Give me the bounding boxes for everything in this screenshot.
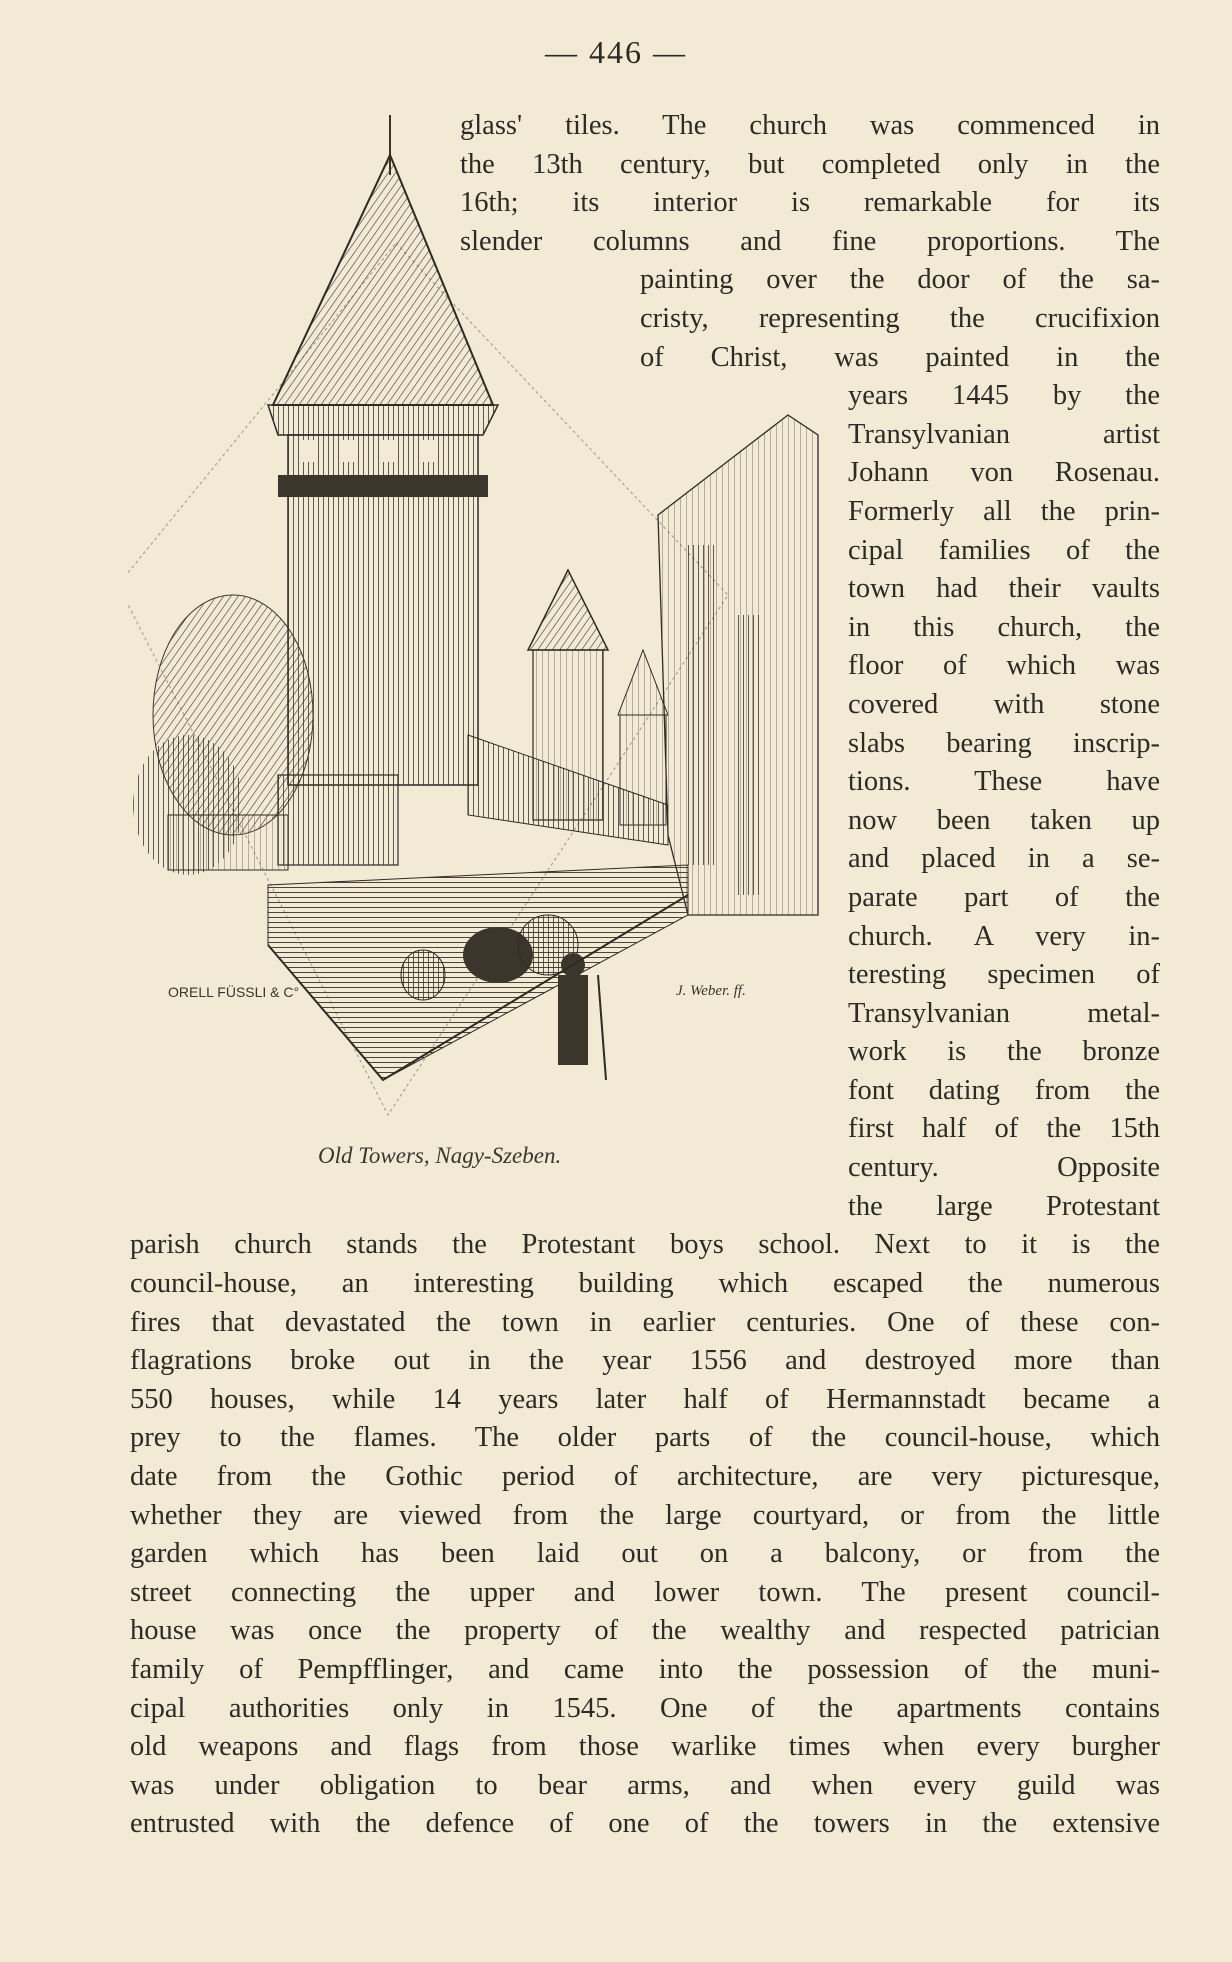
- text-line: cristy, representing the crucifixion: [640, 302, 1160, 334]
- text-line: Johann von Rosenau.: [848, 457, 1160, 489]
- text-line: Formerly all the prin-: [848, 495, 1160, 527]
- text-line: cipal families of the: [848, 534, 1160, 566]
- text-line: family of Pempfflinger, and came into the possession of the muni-: [130, 1653, 1160, 1685]
- text-line: now been taken up: [848, 804, 1160, 836]
- text-line: the 13th century, but completed only in the: [460, 148, 1160, 180]
- text-block-full: [130, 1226, 1160, 1844]
- text-line: street connecting the upper and lower town. The present council-: [130, 1576, 1160, 1608]
- text-block-top: [460, 107, 1160, 261]
- text-line: parish church stands the Protestant boys school. Next to it is the: [130, 1229, 1160, 1261]
- text-line: Transylvanian metal-: [848, 997, 1160, 1029]
- text-line: and placed in a se-: [848, 843, 1160, 875]
- text-line: painting over the door of the sa-: [640, 264, 1160, 296]
- illustration-caption: Old Towers, Nagy-Szeben.: [318, 1143, 562, 1168]
- text-line: prey to the flames. The older parts of the council-house, which: [130, 1422, 1160, 1454]
- text-line: town had their vaults: [848, 573, 1160, 605]
- text-line: cipal authorities only in 1545. One of the apartments contains: [130, 1692, 1160, 1724]
- text-line: church. A very in-: [848, 920, 1160, 952]
- text-line: was under obligation to bear arms, and when every guild was: [130, 1769, 1160, 1801]
- text-line: font dating from the: [848, 1074, 1160, 1106]
- text-line: of Christ, was painted in the: [640, 341, 1160, 373]
- text-line: entrusted with the defence of one of the towers in the extensive: [130, 1808, 1160, 1840]
- text-line: floor of which was: [848, 650, 1160, 682]
- text-line: glass' tiles. The church was commenced in: [460, 110, 1160, 141]
- text-line: teresting specimen of: [848, 959, 1160, 991]
- text-line: house was once the property of the wealthy and respected patrician: [130, 1615, 1160, 1647]
- text-line: flagrations broke out in the year 1556 and destroyed more than: [130, 1345, 1160, 1377]
- text-line: 550 houses, while 14 years later half of Hermannstadt became a: [130, 1383, 1160, 1415]
- text-line: old weapons and flags from those warlike times when every burgher: [130, 1731, 1160, 1763]
- text-line: parate part of the: [848, 881, 1160, 913]
- page-number: — 446 —: [545, 34, 687, 70]
- text-line: fires that devastated the town in earlier centuries. One of these con-: [130, 1306, 1160, 1338]
- text-line: garden which has been laid out on a balcony, or from the: [130, 1538, 1160, 1570]
- text-line: slender columns and fine proportions. The: [460, 225, 1160, 257]
- text-line: Transylvanian artist: [848, 418, 1160, 450]
- text-line: work is the bronze: [848, 1036, 1160, 1068]
- text-line: first half of the 15th: [848, 1113, 1160, 1145]
- text-line: covered with stone: [848, 688, 1160, 720]
- text-line: date from the Gothic period of architecture, are very picturesque,: [130, 1460, 1160, 1492]
- text-line: in this church, the: [848, 611, 1160, 643]
- text-line: tions. These have: [848, 766, 1160, 798]
- engraver-signature-right: J. Weber. ff.: [676, 983, 746, 999]
- text-line: the large Protestant: [848, 1190, 1160, 1222]
- text-line: years 1445 by the: [848, 380, 1160, 412]
- text-line: 16th; its interior is remarkable for its: [460, 187, 1160, 219]
- text-line: council-house, an interesting building which escaped the numerous: [130, 1267, 1160, 1299]
- engraver-signature-left: ORELL FÜSSLI & C°: [168, 984, 300, 1000]
- text-line: whether they are viewed from the large courtyard, or from the little: [130, 1499, 1160, 1531]
- text-line: century. Opposite: [848, 1152, 1160, 1184]
- text-block-narrow: [848, 377, 1160, 1226]
- text-block-middle: [640, 261, 1160, 377]
- text-line: slabs bearing inscrip-: [848, 727, 1160, 759]
